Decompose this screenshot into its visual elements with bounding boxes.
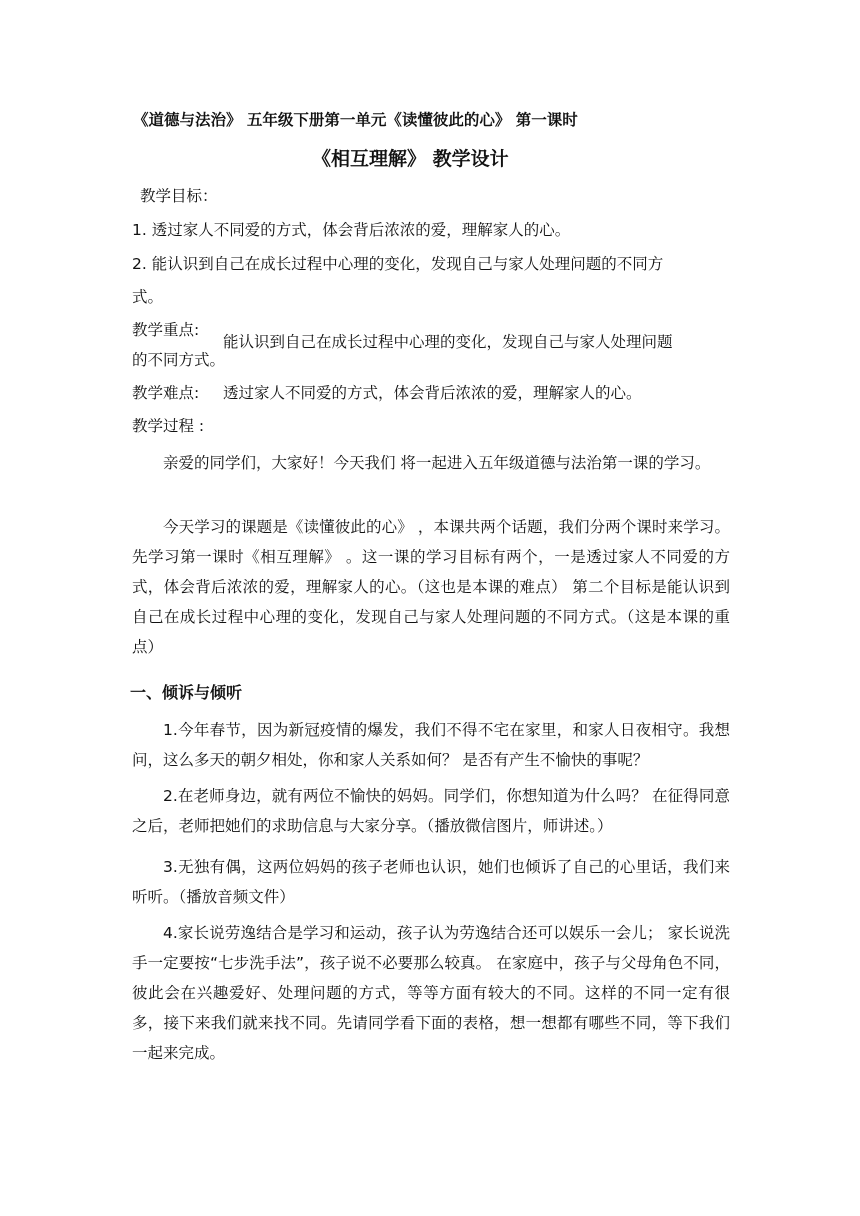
difficulty-text: 透过家人不同爱的方式，体会背后浓浓的爱，理解家人的心。 (223, 384, 642, 402)
section-paragraph-4: 4.家长说劳逸结合是学习和运动，孩子认为劳逸结合还可以娱乐一会儿； 家长说洗手一定要按“七步洗手法”，孩子说不必要那么较真。 在家庭中，孩子与父母角色不同，彼此会在兴趣爱好、处理问题的方式，等等方面有较大的不同。这样的不同一定有很多，接下来我们就来找不同。先请同学看下面的表格，想一想都有哪些不同，等下我们一起来完成。 (132, 924, 730, 1062)
key-point-label: 教学重点: (132, 321, 200, 339)
section-heading: 一、倾诉与倾听 (130, 683, 243, 702)
objective-item-2-line-1: 2. 能认识到自己在成长过程中心理的变化，发现自己与家人处理问题的不同方 (132, 255, 664, 273)
overview-paragraph: 今天学习的课题是《读懂彼此的心》 ，本课共两个话题，我们分两个课时来学习。先学习第一课时《相互理解》 。这一课的学习目标有两个，一是透过家人不同爱的方式，体会背后浓浓的爱，理解家人的心。（这也是本课的难点） 第二个目标是能认识到自己在成长过程中心理的变化，发现自己与家人处理问题的不同方式。（这是本课的重点） (132, 518, 730, 656)
objective-item-2-line-2: 式。 (132, 288, 164, 306)
key-point-text-line-2: 的不同方式。 (132, 351, 226, 369)
objective-item-1: 1. 透过家人不同爱的方式，体会背后浓浓的爱，理解家人的心。 (132, 221, 571, 239)
intro-paragraph: 亲爱的同学们，大家好！今天我们 将一起进入五年级道德与法治第一课的学习。 (163, 454, 711, 472)
section-paragraph-1: 1.今年春节，因为新冠疫情的爆发，我们不得不宅在家里，和家人日夜相守。我想问，这么多天的朝夕相处，你和家人关系如何？ 是否有产生不愉快的事呢？ (132, 721, 730, 769)
key-point-text-line-1: 能认识到自己在成长过程中心理的变化，发现自己与家人处理问题 (223, 333, 673, 351)
section-paragraph-2: 2.在老师身边，就有两位不愉快的妈妈。同学们，你想知道为什么吗？ 在征得同意之后，老师把她们的求助信息与大家分享。（播放微信图片，师讲述。） (132, 787, 730, 835)
objectives-label: 教学目标： (140, 187, 218, 205)
difficulty-label: 教学难点: (132, 384, 200, 402)
lesson-header: 《道德与法治》 五年级下册第一单元《读懂彼此的心》 第一课时 (133, 111, 578, 129)
process-label: 教学过程 : (132, 417, 205, 435)
section-paragraph-3: 3.无独有偶，这两位妈妈的孩子老师也认识，她们也倾诉了自己的心里话，我们来听听。（播放音频文件） (132, 858, 730, 906)
page-title: 《相互理解》 教学设计 (312, 148, 509, 170)
